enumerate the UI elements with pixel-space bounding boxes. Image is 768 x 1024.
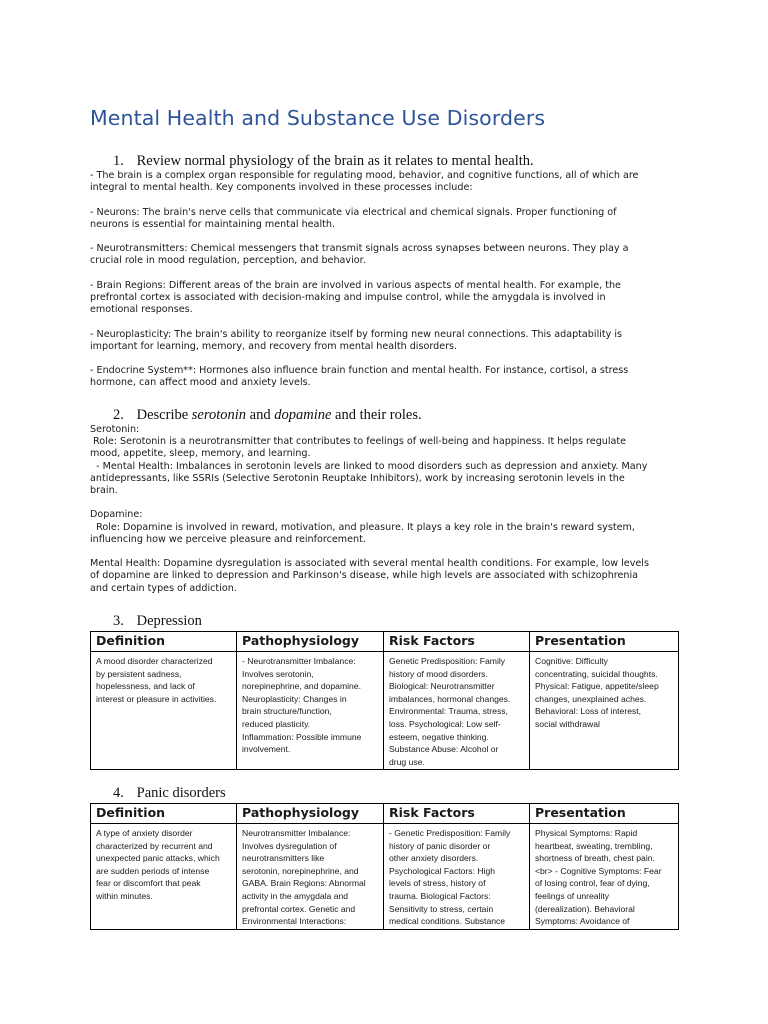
cell-text-line: reduced plasticity. <box>242 718 311 729</box>
cell-text-line: heartbeat, sweating, trembling, <box>535 840 653 851</box>
cell-text-line: involvement. <box>242 744 291 755</box>
section-4-heading-text: Panic disorders <box>136 785 226 801</box>
cell-text-line: <br> - Cognitive Symptoms: Fear <box>535 865 662 876</box>
cell-text-line: Involves dysregulation of <box>242 840 337 851</box>
cell-text-line: Physical: Fatigue, appetite/sleep <box>535 681 659 692</box>
body-text-line: - The brain is a complex organ responsible for regulating mood, behavior, and cognitive functions, all of which are <box>90 170 639 181</box>
cell-text-line: activity in the amygdala and <box>242 890 349 901</box>
cell-text-line: trauma. Biological Factors: <box>389 890 491 901</box>
cell-text-line: prefrontal cortex. Genetic and <box>242 903 356 914</box>
cell-text-line: Neurotransmitter Imbalance: <box>242 828 351 838</box>
cell-text-line: A type of anxiety disorder <box>96 828 193 838</box>
cell-text-line: (derealization). Behavioral <box>535 903 635 914</box>
body-text-line: - Endocrine System**: Hormones also influence brain function and mental health. For instance, cortisol, a stress <box>90 365 629 377</box>
panic-header-risk-factors: Risk Factors <box>384 804 530 824</box>
section-2-heading-serotonin: serotonin <box>191 407 247 423</box>
section-1-heading-text: Review normal physiology of the brain as it relates to mental health. <box>136 153 534 169</box>
paragraph-gap <box>90 268 682 280</box>
cell-text-line: Psychological Factors: High <box>389 865 496 876</box>
body-text-line: crucial role in mood regulation, perception, and behavior. <box>90 255 366 267</box>
cell-text-line: Biological: Neurotransmitter <box>389 681 495 692</box>
section-3-number: 3. <box>113 613 124 629</box>
body-text-line: important for learning, memory, and recovery from mental health disorders. <box>90 340 458 352</box>
body-text-line: Serotonin: <box>90 424 140 435</box>
body-text-line: prefrontal cortex is associated with decision-making and impulse control, while the amygdala is involved in <box>90 291 606 303</box>
cell-text-line: Genetic Predisposition: Family <box>389 656 506 666</box>
body-text-line: Dopamine: <box>90 509 143 521</box>
depression-table-header-row <box>91 632 679 652</box>
cell-text-line: loss. Psychological: Low self- <box>389 718 501 729</box>
body-text-line: Role: Dopamine is involved in reward, motivation, and pleasure. It plays a key role in the brain's reward system, <box>90 521 635 533</box>
cell-text-line: characterized by recurrent and <box>96 840 213 851</box>
panic-header-pathophysiology: Pathophysiology <box>237 804 384 824</box>
section-2-heading-post: and their roles. <box>331 407 422 423</box>
section-2-heading-mid: and <box>246 407 275 423</box>
panic-cell-pathophysiology <box>237 824 384 930</box>
section-2-heading <box>113 407 422 424</box>
cell-text-line: brain structure/function, <box>242 706 332 717</box>
cell-text-line: changes, unexplained aches. <box>535 693 647 704</box>
body-text-line: - Neurons: The brain's nerve cells that communicate via electrical and chemical signals. Proper functioning of <box>90 206 617 218</box>
table-row <box>91 824 679 930</box>
cell-text-line: by persistent sadness, <box>96 668 182 679</box>
cell-text-line: esteem, negative thinking. <box>389 731 489 742</box>
section-4-number: 4. <box>113 785 124 801</box>
panic-cell-presentation <box>530 824 679 930</box>
body-text-line: Mental Health: Dopamine dysregulation is associated with several mental health conditions. For example, low levels <box>90 558 649 570</box>
cell-text-line: imbalances, hormonal changes. <box>389 693 511 704</box>
section-1-body <box>90 170 682 390</box>
section-2-heading-dopamine: dopamine <box>274 407 332 423</box>
depression-cell-risk-factors <box>384 652 530 770</box>
body-text-line: influencing how we perceive pleasure and reinforcement. <box>90 533 366 545</box>
paragraph-gap <box>90 497 682 509</box>
cell-text-line: Substance Abuse: Alcohol or <box>389 744 499 755</box>
paragraph-gap <box>90 353 682 365</box>
body-text-line: - Brain Regions: Different areas of the brain are involved in various aspects of mental health. For example, the <box>90 279 621 291</box>
panic-header-definition: Definition <box>91 804 237 824</box>
cell-text-line: - Neurotransmitter Imbalance: <box>242 656 356 666</box>
section-1-heading <box>113 153 534 170</box>
cell-text-line: concentrating, suicidal thoughts. <box>535 668 658 679</box>
section-3-heading <box>113 613 202 630</box>
body-text-line: mood, appetite, sleep, memory, and learning. <box>90 448 311 460</box>
cell-text-line: levels of stress, history of <box>389 878 486 889</box>
cell-text-line: Environmental: Trauma, stress, <box>389 706 508 717</box>
cell-text-line: hopelessness, and lack of <box>96 681 195 692</box>
cell-text-line: Behavioral: Loss of interest, <box>535 706 642 717</box>
body-text-line: and certain types of addiction. <box>90 582 237 594</box>
cell-text-line: of losing control, fear of dying, <box>535 878 650 889</box>
panic-disorders-table <box>90 803 679 930</box>
depression-table <box>90 631 679 770</box>
section-2-number: 2. <box>113 407 124 423</box>
cell-text-line: Neuroplasticity: Changes in <box>242 693 347 704</box>
body-text-line: neurons is essential for maintaining mental health. <box>90 218 335 230</box>
depression-cell-definition <box>91 652 237 770</box>
section-2-heading-pre: Describe <box>136 407 192 423</box>
section-1-number: 1. <box>113 153 124 169</box>
paragraph-gap <box>90 231 682 243</box>
panic-cell-risk-factors <box>384 824 530 930</box>
cell-text-line: Sensitivity to stress, certain <box>389 903 494 914</box>
depression-header-risk-factors: Risk Factors <box>384 632 530 652</box>
cell-text-line: Inflammation: Possible immune <box>242 731 362 742</box>
cell-text-line: A mood disorder characterized <box>96 656 213 666</box>
paragraph-gap <box>90 194 682 206</box>
panic-header-presentation: Presentation <box>530 804 679 824</box>
table-row <box>91 652 679 770</box>
depression-cell-presentation <box>530 652 679 770</box>
cell-text-line: Environmental Interactions: <box>242 916 347 927</box>
cell-text-line: feelings of unreality <box>535 890 610 901</box>
body-text-line: - Neuroplasticity: The brain's ability to reorganize itself by forming new neural connections. This adaptability is <box>90 328 623 340</box>
cell-text-line: shortness of breath, chest pain. <box>535 853 655 864</box>
cell-text-line: neurotransmitters like <box>242 853 325 864</box>
paragraph-gap <box>90 546 682 558</box>
cell-text-line: history of panic disorder or <box>389 840 491 851</box>
body-text-line: brain. <box>90 485 118 497</box>
cell-text-line: Symptoms: Avoidance of <box>535 916 630 927</box>
cell-text-line: social withdrawal <box>535 718 600 729</box>
cell-text-line: GABA. Brain Regions: Abnormal <box>242 878 366 889</box>
cell-text-line: within minutes. <box>96 890 153 901</box>
cell-text-line: unexpected panic attacks, which <box>96 853 220 864</box>
cell-text-line: other anxiety disorders. <box>389 853 479 864</box>
section-2-body <box>90 424 682 595</box>
cell-text-line: are sudden periods of intense <box>96 865 210 876</box>
document-title: Mental Health and Substance Use Disorders <box>90 106 546 130</box>
depression-header-presentation: Presentation <box>530 632 679 652</box>
body-text-line: of dopamine are linked to depression and Parkinson's disease, while high levels are associated with schizophrenia <box>90 570 639 582</box>
section-4-heading <box>113 785 226 802</box>
body-text-line: hormone, can affect mood and anxiety levels. <box>90 377 311 389</box>
body-text-line: integral to mental health. Key components involved in these processes include: <box>90 182 473 194</box>
cell-text-line: fear or discomfort that peak <box>96 878 201 889</box>
depression-header-pathophysiology: Pathophysiology <box>237 632 384 652</box>
paragraph-gap <box>90 316 682 328</box>
body-text-line: Role: Serotonin is a neurotransmitter that contributes to feelings of well-being and happiness. It helps regulate <box>90 436 627 448</box>
cell-text-line: interest or pleasure in activities. <box>96 693 217 704</box>
cell-text-line: Physical Symptoms: Rapid <box>535 828 638 838</box>
cell-text-line: norepinephrine, and dopamine. <box>242 681 361 692</box>
cell-text-line: history of mood disorders. <box>389 668 488 679</box>
panic-table-header-row <box>91 804 679 824</box>
cell-text-line: - Genetic Predisposition: Family <box>389 828 511 838</box>
section-3-heading-text: Depression <box>136 613 202 629</box>
cell-text-line: serotonin, norepinephrine, and <box>242 865 359 876</box>
depression-cell-pathophysiology <box>237 652 384 770</box>
depression-header-definition: Definition <box>91 632 237 652</box>
panic-cell-definition <box>91 824 237 930</box>
cell-text-line: medical conditions. Substance <box>389 916 506 927</box>
body-text-line: emotional responses. <box>90 304 193 316</box>
cell-text-line: Involves serotonin, <box>242 668 314 679</box>
body-text-line: antidepressants, like SSRIs (Selective Serotonin Reuptake Inhibitors), work by increasing serotonin levels in the <box>90 472 625 484</box>
cell-text-line: drug use. <box>389 756 425 767</box>
body-text-line: - Mental Health: Imbalances in serotonin levels are linked to mood disorders such as depression and anxiety. Many <box>90 460 648 472</box>
cell-text-line: Cognitive: Difficulty <box>535 656 608 666</box>
body-text-line: - Neurotransmitters: Chemical messengers that transmit signals across synapses between neurons. They play a <box>90 243 629 255</box>
